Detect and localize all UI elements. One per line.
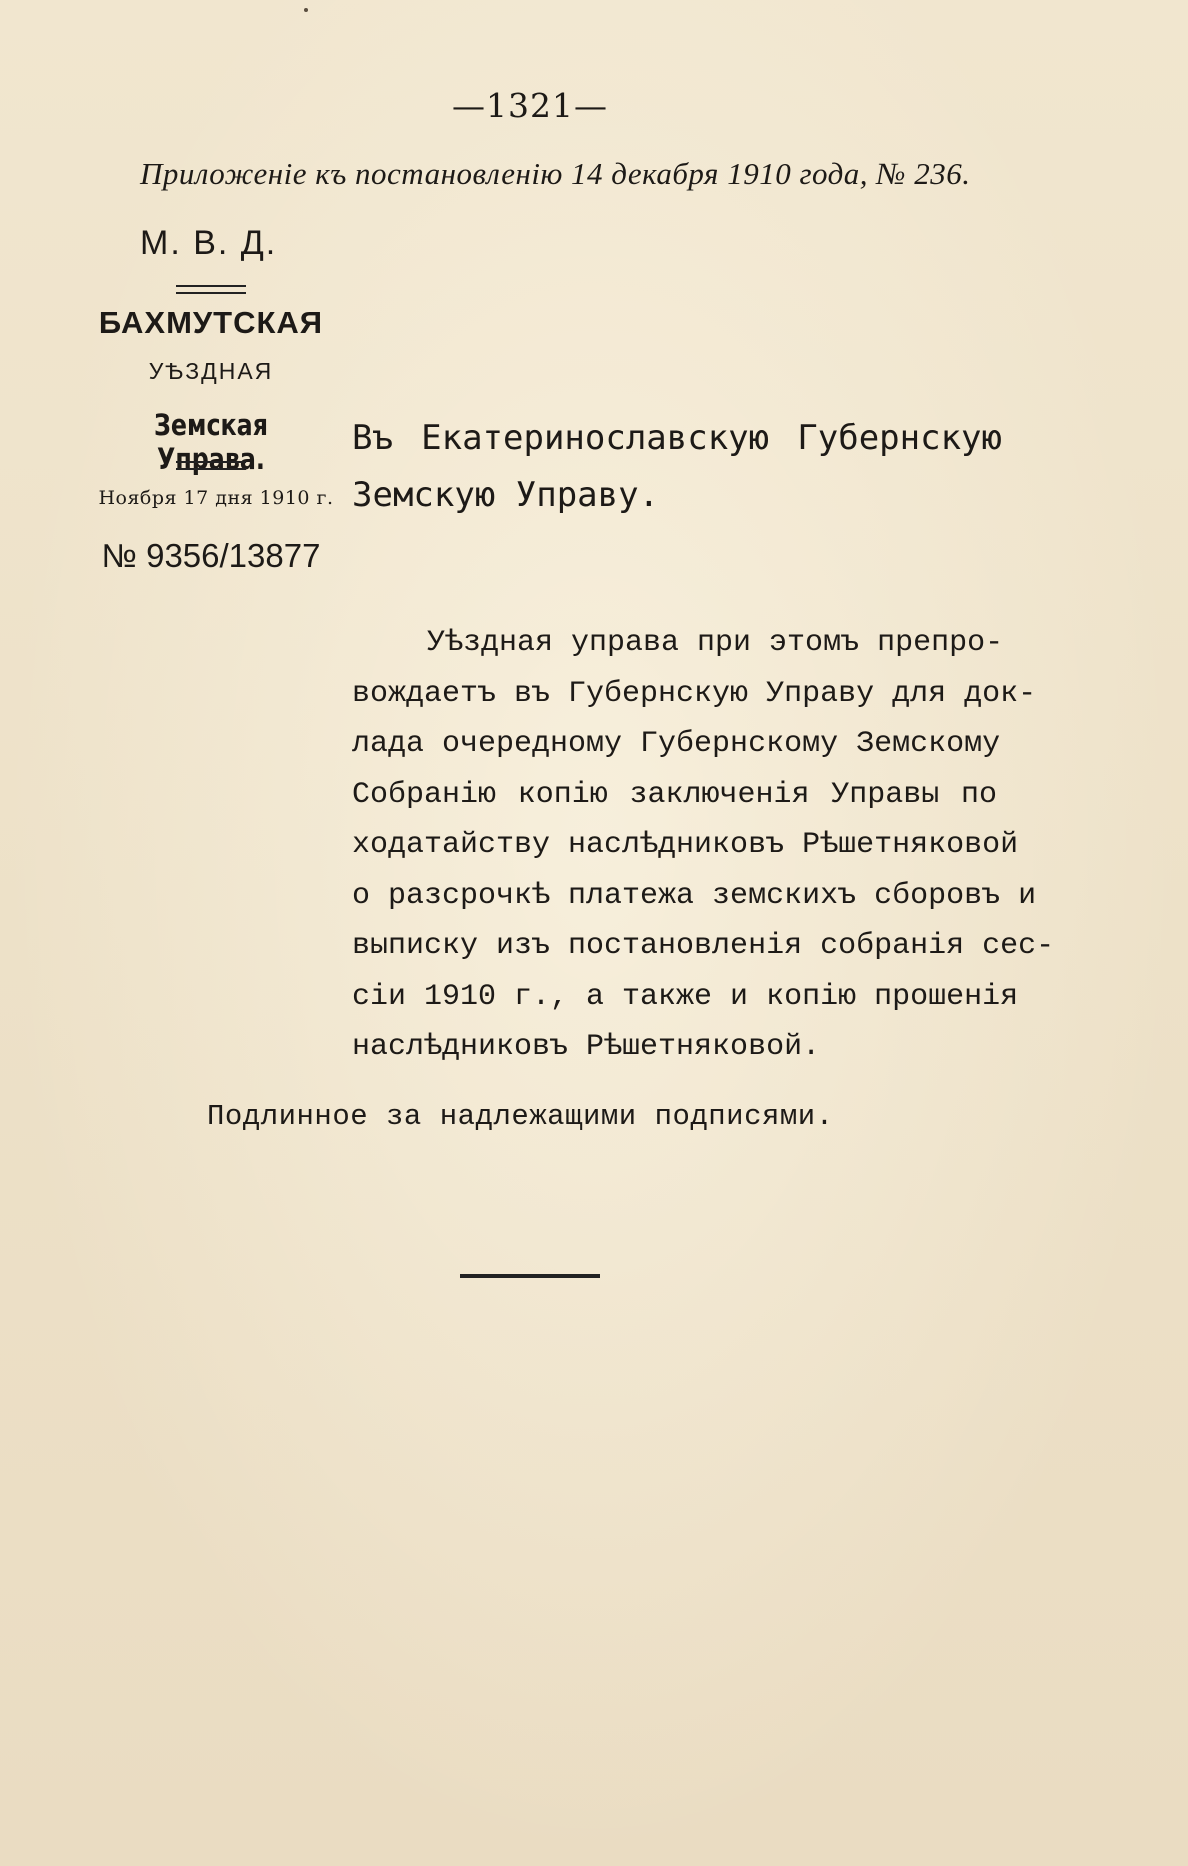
body-line: о разсрочкѣ платежа земскихъ сборовъ и	[352, 878, 1037, 913]
double-rule-divider	[176, 285, 246, 294]
board-name: БАХМУТСКАЯ	[98, 305, 324, 340]
outgoing-number: № 9356/13877	[101, 537, 321, 574]
double-rule-divider	[176, 461, 246, 470]
letter-body	[352, 618, 1055, 1073]
body-line: вождаетъ въ Губернскую Управу для док-	[352, 676, 1037, 711]
signature-note: Подлинное за надлежащими подписями.	[207, 1100, 834, 1133]
end-rule	[460, 1274, 600, 1278]
body-line: Уѣздная управа при этомъ препро-	[427, 626, 1004, 660]
appendix-note: Приложенiе къ постановленiю 14 декабря 1910 года, № 236.	[140, 156, 971, 191]
body-line: наслѣдниковъ Рѣшетняковой.	[352, 1030, 821, 1064]
body-line: лада очередному Губернскому Земскому	[352, 727, 1001, 761]
body-line: выписку изъ постановленiя собранiя сес-	[352, 929, 1055, 963]
letter-date: Ноября 17 дня 1910 г.	[98, 487, 334, 509]
ministry-abbreviation: М. В. Д.	[140, 224, 278, 262]
page-number: —1321—	[452, 86, 608, 125]
print-speck	[304, 8, 308, 12]
board-title: Земская Управа.	[153, 408, 269, 476]
body-line: сiи 1910 г., а также и копiю прошенiя	[352, 979, 1019, 1014]
board-type: УѢЗДНАЯ	[148, 358, 274, 384]
body-line: ходатайству наслѣдниковъ Рѣшетняковой	[352, 828, 1019, 862]
body-line: Собранiю копiю заключенiя Управы по	[352, 777, 997, 812]
recipient-address: Въ Екатеринославскую Губернскую Земскую Управу.	[352, 418, 1002, 515]
